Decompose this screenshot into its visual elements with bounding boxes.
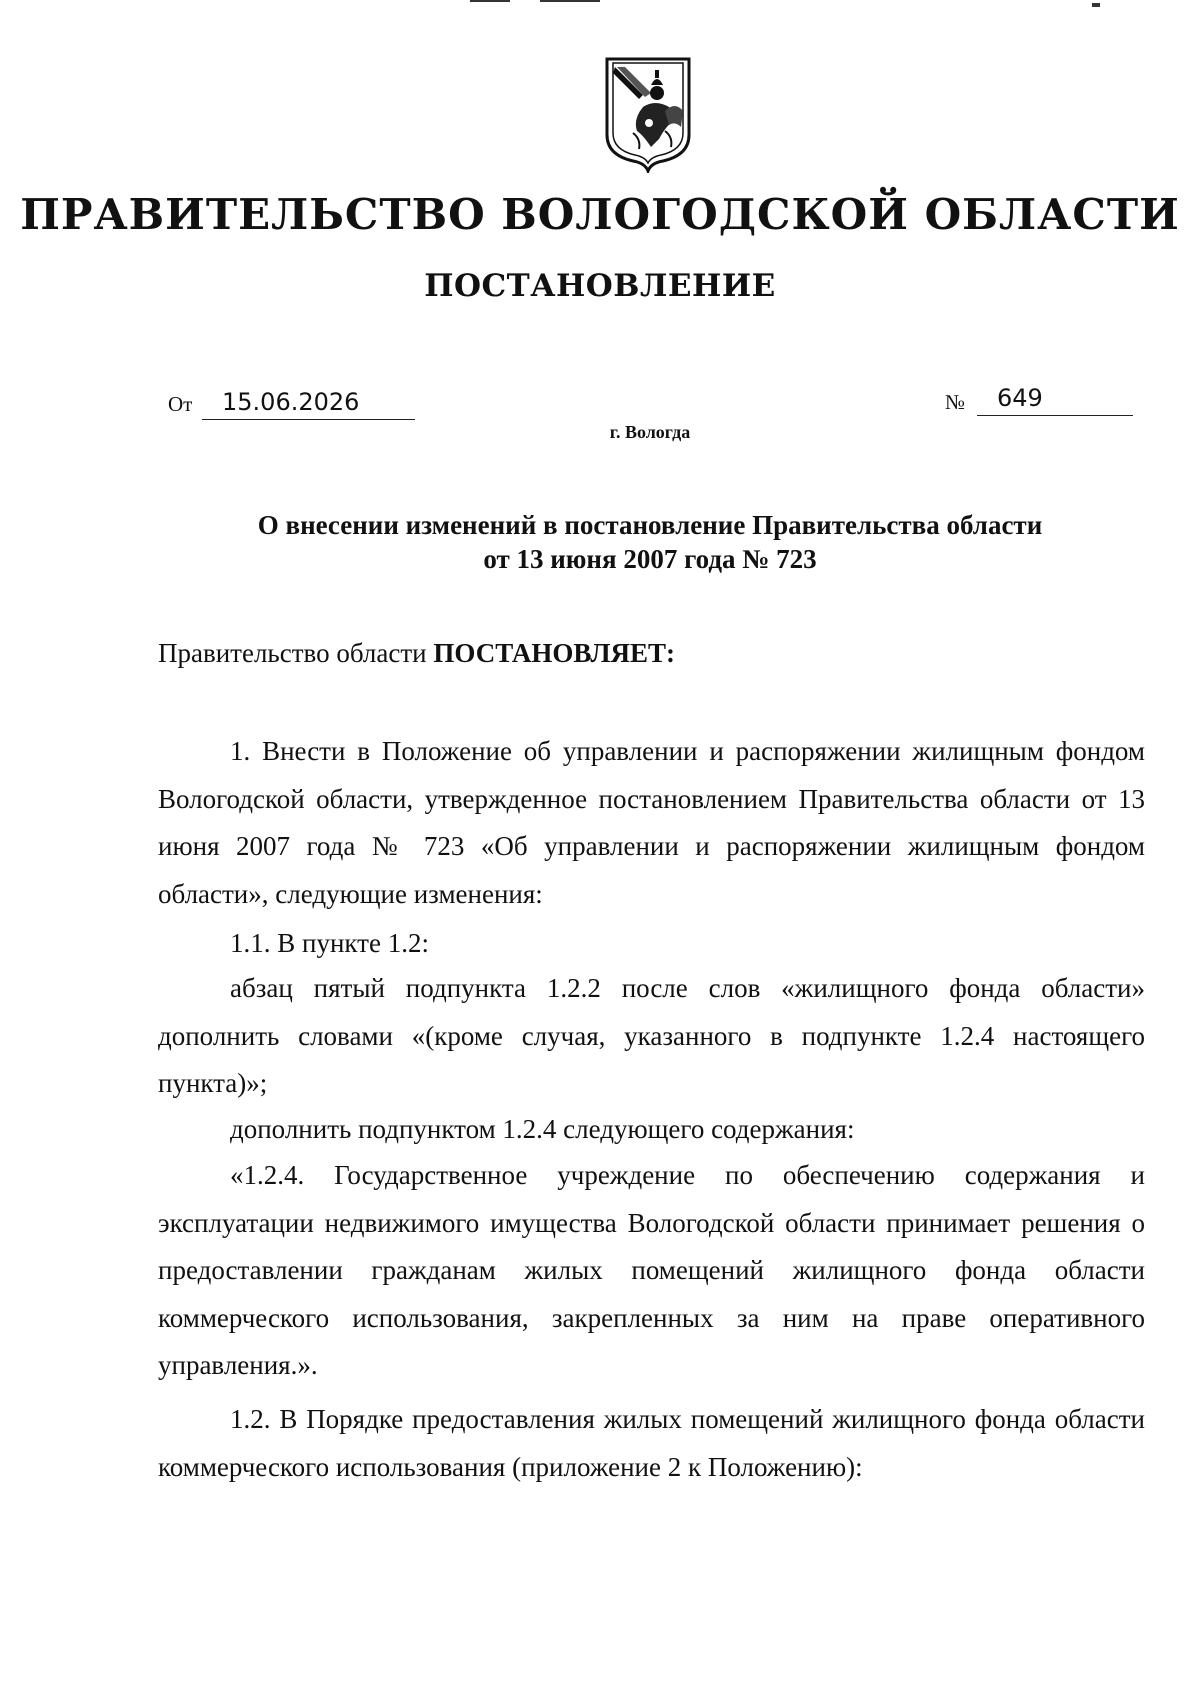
scan-artifact: [470, 0, 510, 2]
paragraph-1-1: 1.1. В пункте 1.2:: [230, 928, 429, 958]
number-field: [945, 384, 1043, 415]
paragraph-amend-2: дополнить подпунктом 1.2.4 следующего содержания:: [230, 1114, 855, 1144]
number-label: №: [945, 390, 966, 414]
number-value: 649: [977, 384, 1133, 416]
coat-of-arms-icon: [603, 55, 693, 173]
document-subject: [0, 508, 1200, 576]
paragraph-1-2: 1.2. В Порядке предоставления жилых помещений жилищного фонда области коммерческого использования (приложение 2 к Положению):: [158, 1404, 1145, 1482]
city: г. Вологда: [609, 422, 691, 442]
preamble-emphasis: ПОСТАНОВЛЯЕТ:: [433, 638, 675, 668]
document-type: ПОСТАНОВЛЕНИЕ: [424, 268, 776, 304]
government-title: ПРАВИТЕЛЬСТВО ВОЛОГОДСКОЙ ОБЛАСТИ: [20, 190, 1180, 239]
paragraph-1-2-4: «1.2.4. Государственное учреждение по обеспечению содержания и эксплуатации недвижимого имущества Вологодской области принимает решения о предоставлении гражданам жилых помещений жилищного фонда области коммерческого использования, закрепленных за ним на праве оперативного управления.».: [158, 1160, 1145, 1380]
date-value: 15.06.2026: [202, 388, 415, 420]
preamble: [158, 638, 1145, 669]
subject-line-1: О внесении изменений в постановление Правительства области: [257, 510, 1043, 540]
paragraph-amend-1: абзац пятый подпункта 1.2.2 после слов «жилищного фонда области» дополнить словами «(кроме случая, указанного в подпункте 1.2.4 настоящего пункта)»;: [158, 973, 1145, 1098]
preamble-text: Правительство области: [158, 638, 434, 668]
scan-artifact: [540, 0, 600, 2]
scan-artifact: [1092, 3, 1100, 7]
date-label: От: [168, 392, 193, 416]
date-field: [168, 388, 360, 417]
subject-line-2: от 13 июня 2007 года № 723: [483, 544, 817, 574]
paragraph-1: 1. Внести в Положение об управлении и распоряжении жилищным фондом Вологодской области, утвержденное постановлением Правительства области от 13 июня 2007 года № 723 «Об управлении и распоряжении жилищным фондом области», следующие изменения:: [158, 736, 1145, 909]
